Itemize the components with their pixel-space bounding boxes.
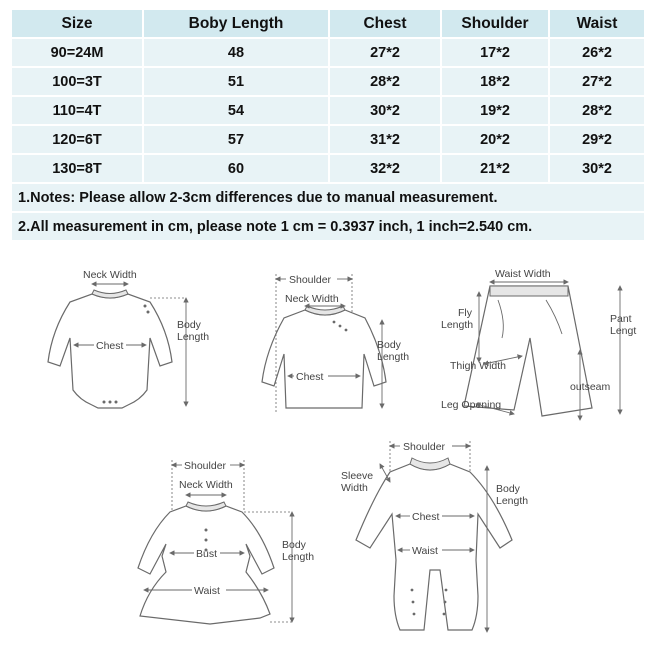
cell-shoulder: 21*2 [442,155,550,184]
bodysuit-chest-label: Chest [96,340,124,352]
note-manual-measurement: 1.Notes: Please allow 2-3cm differences due to manual measurement. [12,184,646,213]
pants-leg-opening-label: Leg Opening [441,399,502,411]
cell-size: 90=24M [12,39,144,68]
table-row [12,126,646,155]
romper-waist-label: Waist [412,545,438,557]
dress-body-label: Body [282,539,306,551]
dress-shoulder-label: Shoulder [184,460,227,472]
romper-sleeve-label: Sleeve [341,470,374,482]
cell-shoulder: 18*2 [442,68,550,97]
note-row [12,213,646,242]
dress-bust-label: Bust [196,548,218,560]
col-header-shoulder: Shoulder [442,10,550,39]
cell-chest: 28*2 [330,68,442,97]
shirt-length-label: Length [377,351,410,363]
cell-size: 100=3T [12,68,144,97]
cell-size: 110=4T [12,97,144,126]
cell-waist: 27*2 [550,68,646,97]
table-row [12,155,646,184]
cell-size: 130=8T [12,155,144,184]
bodysuit-neck-width-label: Neck Width [83,269,137,281]
col-header-body-length: Boby Length [144,10,330,39]
cell-shoulder: 19*2 [442,97,550,126]
cell-waist: 29*2 [550,126,646,155]
col-header-size: Size [12,10,144,39]
bodysuit-length-label: Length [177,331,210,343]
cell-chest: 30*2 [330,97,442,126]
dress-length-label: Length [282,551,315,563]
cell-body-length: 54 [144,97,330,126]
romper-length-label: Length [496,495,529,507]
dress-diagram [138,460,314,624]
cell-body-length: 48 [144,39,330,68]
cell-waist: 28*2 [550,97,646,126]
cell-body-length: 51 [144,68,330,97]
pants-thigh-width-label: Thigh Width [450,360,507,372]
measurement-diagrams [0,250,658,660]
pants-pant-label: Pant [610,313,632,325]
bodysuit-diagram [48,269,209,408]
cell-chest: 32*2 [330,155,442,184]
cell-body-length: 57 [144,126,330,155]
dress-waist-label: Waist [194,585,220,597]
pants-fly-length-label: Length [441,319,474,331]
col-header-waist: Waist [550,10,646,39]
cell-shoulder: 17*2 [442,39,550,68]
romper-diagram [341,441,528,632]
cell-waist: 26*2 [550,39,646,68]
col-header-chest: Chest [330,10,442,39]
pants-pant-length-label: Lengt [610,325,637,337]
romper-chest-label: Chest [412,511,440,523]
pants-fly-label: Fly [458,307,472,319]
table-row [12,68,646,97]
bodysuit-body-label: Body [177,319,201,331]
pants-outseam-label: outseam [570,381,611,393]
cell-size: 120=6T [12,126,144,155]
table-row [12,97,646,126]
shirt-chest-label: Chest [296,371,324,383]
note-row [12,184,646,213]
cell-chest: 27*2 [330,39,442,68]
cell-shoulder: 20*2 [442,126,550,155]
cell-body-length: 60 [144,155,330,184]
cell-chest: 31*2 [330,126,442,155]
header-row [12,10,646,39]
pants-waist-width-label: Waist Width [495,268,551,280]
table-row [12,39,646,68]
romper-body-label: Body [496,483,520,495]
note-unit-conversion: 2.All measurement in cm, please note 1 cm = 0.3937 inch, 1 inch=2.540 cm. [12,213,646,242]
shirt-shoulder-label: Shoulder [289,274,332,286]
shirt-neck-width-label: Neck Width [285,293,339,305]
romper-sleeve-width-label: Width [341,482,368,494]
size-chart-table [12,10,646,242]
pants-diagram [441,268,636,420]
shirt-body-label: Body [377,339,401,351]
romper-shoulder-label: Shoulder [403,441,446,453]
cell-waist: 30*2 [550,155,646,184]
shirt-diagram [262,274,409,412]
dress-neck-width-label: Neck Width [179,479,233,491]
